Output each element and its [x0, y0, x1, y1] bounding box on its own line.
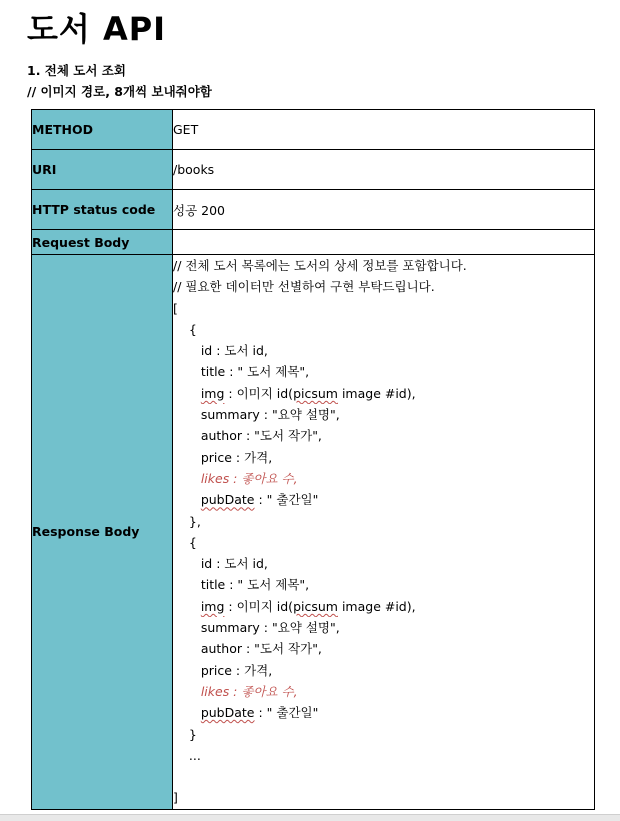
response-body-line: price : 가격, [173, 449, 273, 465]
response-body-line: // 필요한 데이터만 선별하여 구현 부탁드립니다. [173, 279, 435, 295]
method-value: GET [173, 110, 595, 150]
response-body-line: ... [173, 747, 201, 763]
response-body-line: title : " 도서 제목", [173, 364, 310, 380]
response-body-line: author : "도서 작가", [173, 428, 322, 444]
uri-value: /books [173, 150, 595, 190]
table-row [32, 230, 595, 255]
table-row [32, 150, 595, 190]
api-spec-table [31, 109, 595, 810]
response-body-line: { [173, 534, 197, 550]
response-body-line: summary : "요약 설명", [173, 620, 340, 636]
response-body-line [173, 766, 594, 787]
response-body-line: { [173, 321, 197, 337]
response-body-value [173, 255, 595, 810]
response-body-line: pubDate : " 출간일" [200, 705, 319, 721]
response-body-line: }, [173, 513, 201, 529]
response-body-line: pubDate : " 출간일" [200, 492, 319, 508]
response-body-line: author : "도서 작가", [173, 641, 322, 657]
section-note: // 이미지 경로, 8개씩 보내줘야함 [27, 84, 212, 99]
status-value: 성공 200 [173, 190, 595, 230]
response-body-line: img : 이미지 id(picsum image #id), [200, 385, 416, 401]
table-row [32, 110, 595, 150]
response-body-line: ] [173, 790, 178, 806]
response-body-line: id : 도서 id, [173, 343, 268, 359]
response-body-line: id : 도서 id, [173, 556, 268, 572]
table-row [32, 255, 595, 810]
uri-label: URI [32, 150, 173, 190]
response-body-line: title : " 도서 제목", [173, 577, 310, 593]
table-row [32, 190, 595, 230]
response-body-line: summary : "요약 설명", [173, 407, 340, 423]
request-body-label: Request Body [32, 230, 173, 255]
response-body-line: likes : 좋아요 수, [173, 683, 298, 699]
request-body-value [173, 230, 595, 255]
page-title: 도서 API [27, 10, 167, 48]
response-body-line: likes : 좋아요 수, [173, 470, 298, 486]
response-body-line: // 전체 도서 목록에는 도서의 상세 정보를 포함합니다. [173, 258, 467, 273]
response-body-line: img : 이미지 id(picsum image #id), [200, 598, 416, 614]
response-body-line: } [173, 726, 197, 742]
response-body-line: price : 가격, [173, 662, 273, 678]
method-label: METHOD [32, 110, 173, 150]
response-body-line: [ [173, 300, 178, 316]
response-body-label: Response Body [32, 255, 173, 810]
status-label: HTTP status code [32, 190, 173, 230]
section-heading: 1. 전체 도서 조회 [27, 63, 126, 78]
